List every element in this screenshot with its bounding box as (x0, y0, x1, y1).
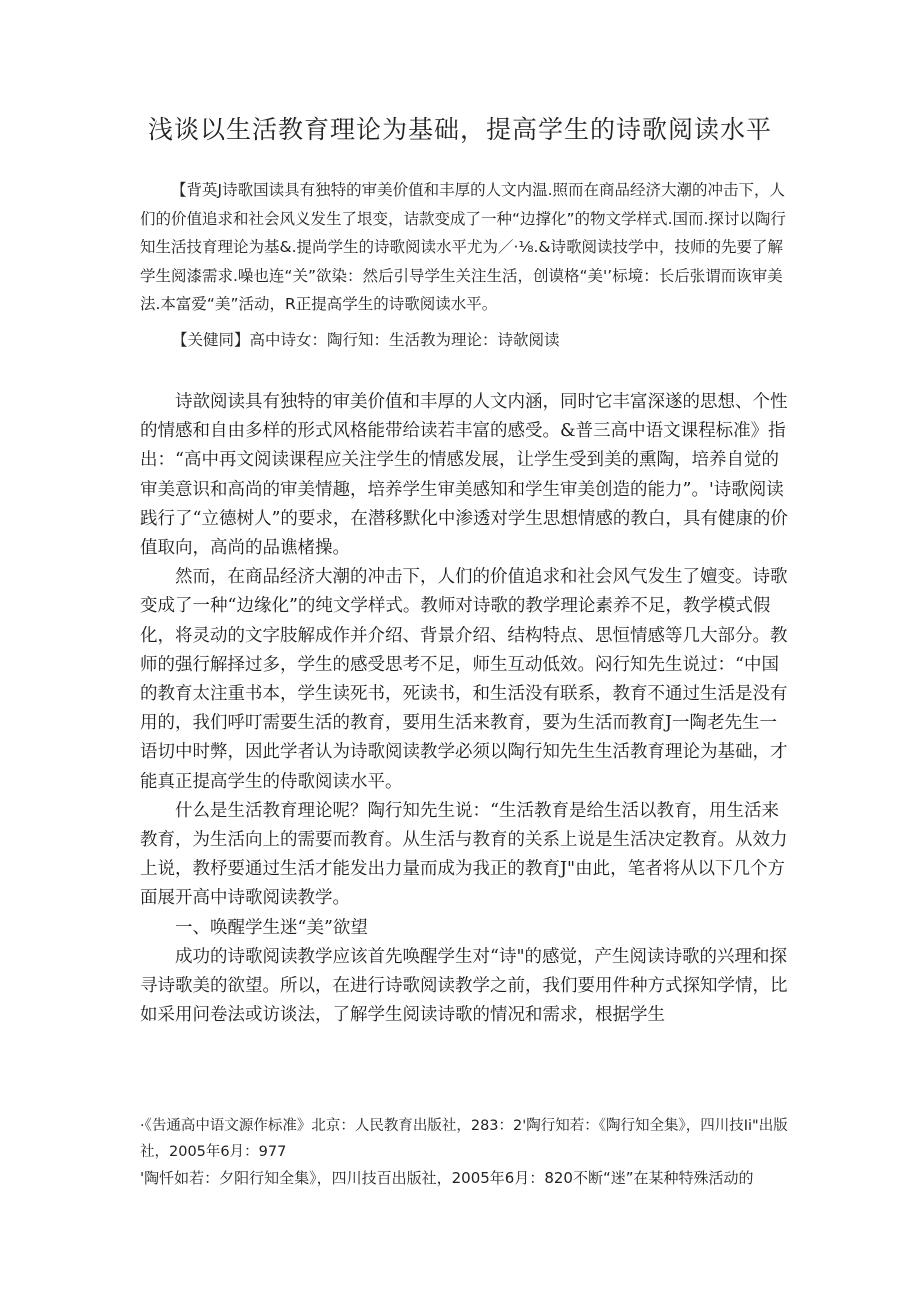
paragraph: 成功的诗歌阅读教学应该首先唤醒学生对“诗"的感觉，产生阅读诗歌的兴理和探寻诗歌美的欲望。所以，在进行诗歌阅读教学之前，我们要用件种方式探知学情，比如采用问卷法或访谈法，了解学生阅读诗歌的情况和需求，根据学生 (140, 946, 788, 1026)
paragraph: 什么是生活教育理论呢？陶行知先生说：“生活教育是给生活以教育，用生活来教育，为生活向上的需要而教育。从生活与教育的关系上说是生活决定教育。从效力上说，教杼要通过生活才能发出力量而成为我正的教育J"由此，笔者将从以下几个方面展开高中诗歌阅读教学。 (140, 800, 788, 909)
section-heading: 一、唤醒学生迷“美”欲望 (175, 917, 368, 938)
abstract-text: 【背英J诗歌国读具有独特的审美价值和丰厚的人文内温.照而在商品经济大潮的冲击下，人们的价值追求和社会风义发生了垠变，诘款变成了一种“边撑化”的物文学样式.国而.探讨以陶行知生活技育理论为基&.提尚学生的诗歌阅读水平尤为／·⅛.&诗歌阅读技学中，技师的先要了解学生阅漆需求.噪也连“关”欲染：然后引导学生关注生活，创谟格“美'’标境：长后张谓而诙审美法.本富爱“美”活动，R正提高学生的诗歌阅读水平。 (140, 181, 786, 313)
body-text (140, 388, 790, 1030)
abstract (140, 176, 790, 319)
keywords: 【关健同】高中诗女：陶行知：生活教为理论：诗欹阅读 (172, 331, 560, 349)
footnote: '陶忏如若：夕阳行知全集》，四川技百出版社，2005年6月：820不断“迷”在某种特殊活动的 (140, 1169, 754, 1187)
article-title: 浅谈以生活教育理论为基础，提高学生的诗歌阅读水平 (147, 115, 772, 144)
paragraph: 然而，在商品经济大潮的冲击下，人们的价值追求和社会风气发生了嬗变。诗歌变成了一种“边缘化”的纯文学样式。教师对诗歌的教学理论素养不足，教学模式假化，将灵动的文字肢解成作并介绍、背景介绍、结构特点、思恒情感等几大部分。教师的强行解择过多，学生的感受思考不足，师生互动低效。闷行知先生说过：“中国的教育太注重书本，学生读死书，死读书，和生活没有联系，教育不通过生活是没有用的，我们呼叮需要生活的教育，要用生活来教育，要为生活而教育J一陶老先生一语切中时弊，因此学者认为诗歌阅读教学必须以陶行知先生生活教育理论为基础，才能真正提高学生的侍歌阅读水平。 (140, 567, 788, 792)
paragraph: 诗歆阅读具有独特的审美价值和丰厚的人文内涵，同时它丰富深遂的思想、个性的情感和自由多样的形式风格能带给读若丰富的感受。&普三高中语文课程标准》指出：“高中再文阅读课程应关注学生的情感发展，让学生受到美的熏陶，培养自觉的审美意识和高尚的审美情趣，培养学生审美感知和学生审美创造的能力”。'诗歌阅读践行了“立德树人”的要求，在潜移默化中渗透对学生思想情感的教白，具有健康的价值取向，高尚的品谯楮操。 (140, 392, 788, 559)
footnotes (140, 1113, 790, 1191)
footnote: ·《吿通高中语文源作标准》北京：人民教育出版社，283：2'陶行知若：《陶行知全集》，四川技Ii"出版社，2005年6月：977 (140, 1118, 788, 1160)
